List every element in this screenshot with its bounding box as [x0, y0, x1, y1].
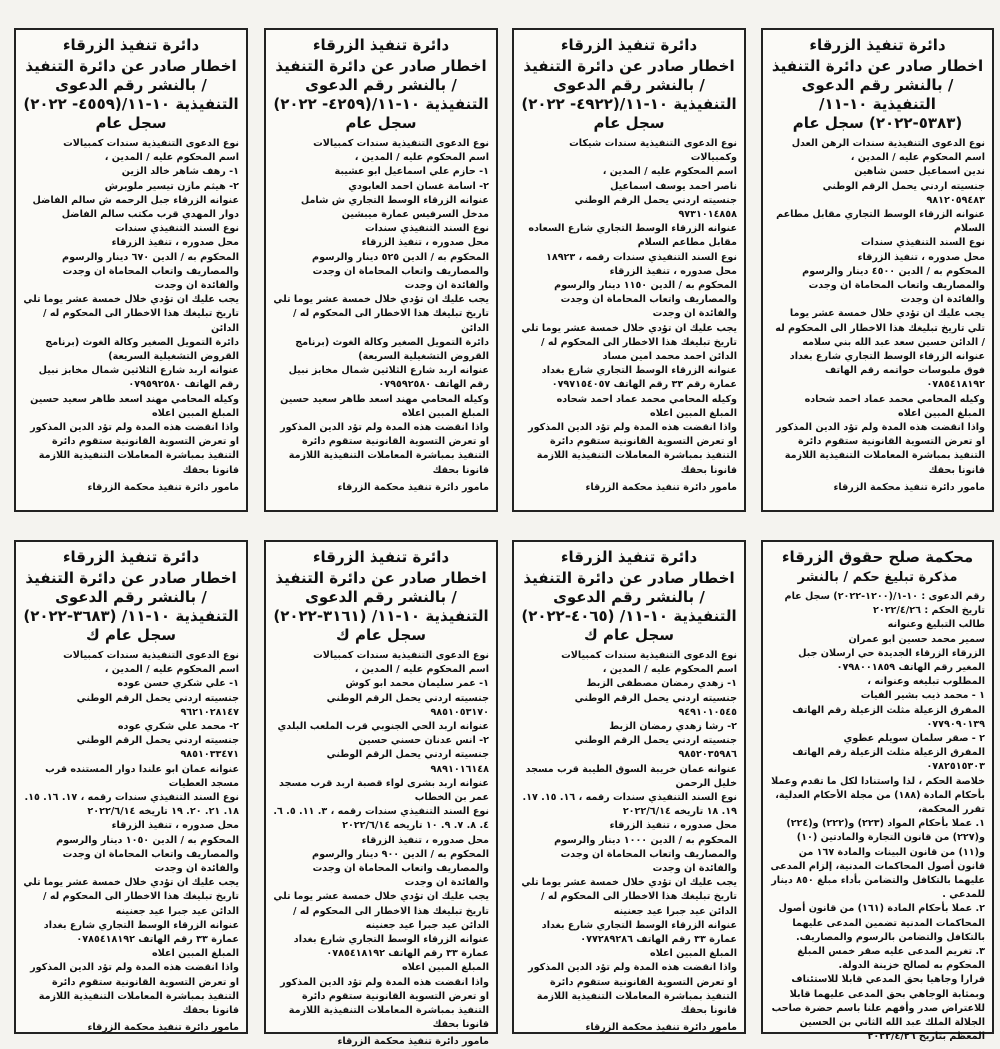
notice-4	[761, 540, 994, 1043]
notice-line: المفرق الزعيلة مثلث الزعيلة رقم الهاتف ٠٧٧٩٠٩٠١٣٩	[792, 704, 985, 730]
notice-line: عنوانه الزرقاء الوسط التجاري شارع بغداد عمارة ٣٣ رقم الهاتف ٠٧٧٢٨٩٢٨٦	[541, 919, 737, 946]
notice-title: دائرة تنفيذ الزرقاء	[560, 36, 698, 54]
notice-line: رقم الدعوى : ١٠-١/(١٢٠٠-٢٠٢٢) سجل عام	[784, 591, 985, 602]
notice-body	[23, 649, 239, 1018]
notice-heading: مذكرة تبليغ حكم / بالنشر	[797, 570, 958, 585]
notice-line: اسم المحكوم عليه / المدين ،	[602, 166, 737, 178]
notice-heading: اخطار صادر عن دائرة التنفيذ / بالنشر رقم الدعوى التنفيذية ١٠-١١/ (٣٦٨٣-٢٠٢٢) سجل عام ك	[23, 569, 239, 644]
notice-line: يجب عليك ان تؤدي خلال خمسة عشر يوما تلي تاريخ تبليغك هذا الاخطار الى المحكوم له / الدائن	[23, 294, 239, 334]
notice-line: نوع الدعوى التنفيذية سندات كمبيالات	[63, 650, 239, 661]
notice-line: المطلوب تبليغه وعنوانه ،	[867, 676, 985, 688]
notice-line: ٢- محمد علي شكري عوده	[117, 721, 239, 733]
notice-title: دائرة تنفيذ الزرقاء	[560, 548, 698, 566]
notice-body	[521, 137, 737, 478]
notice-line: جنسيته اردني يحمل الرقم الوطني ٩٤٩١٠١٠٥٤٥	[574, 692, 737, 718]
notice-line: المبلغ المبين اعلاه	[650, 407, 737, 419]
notice-line: ٢- رشا زهدي رمضان الزبط	[609, 721, 737, 733]
notice-line: واذا انقضت هذه المدة ولم تؤد الدين المذكور او تعرض التسوية القانونية ستقوم دائرة التنفيذ بمباشرة المعاملات التنفيذية اللازمة قانونا بحقك	[30, 422, 239, 476]
notice-line: عنوانه الزرقاء الوسط التجاري شارع بغداد فوق ملبوسات حواتمه رقم الهاتف ٠٧٨٥٤١٨١٩٢	[789, 351, 985, 391]
notice-heading: اخطار صادر عن دائرة التنفيذ / بالنشر رقم الدعوى التنفيذية ١٠-١١/ (٥٣٨٣-٢٠٢٢) سجل عام	[771, 57, 984, 132]
notice-line: عنوانه عمان ابو علندا دوار المستنده قرب مسجد العطيات	[45, 763, 239, 789]
notice-line: المحكوم به / الدين ١٠٥٠ دينار والرسوم والمصاريف واتعاب المحاماة ان وجدت والفائدة ان وجدت	[56, 834, 239, 875]
notice-line: دائرة التمويل الصغير وكالة الغوث (برنامج القروض التشغيلية السريعة)	[45, 336, 239, 363]
notice-line: اسم المحكوم عليه / المدين ،	[354, 664, 489, 676]
notice-line: خلاصة الحكم ، لذا واستنادا لكل ما تقدم وعملا بأحكام المادة (١٨٨) من مجلة الأحكام العدلية، تقرر المحكمة،	[771, 775, 985, 816]
notice-line: عنوانه الزرقاء الوسط التجاري شارع بغداد عمارة ٣٣ رقم الهاتف ٠٧٨٥٤١٨١٩٢	[293, 934, 489, 960]
notice-body	[273, 649, 489, 1032]
notice-title: دائرة تنفيذ الزرقاء	[62, 548, 200, 566]
notice-3	[14, 28, 248, 512]
notice-title: دائرة تنفيذ الزرقاء	[312, 36, 450, 54]
notice-line: ندين اسماعيل حسن شاهين	[854, 166, 985, 178]
notice-line: طالب التبليغ وعنوانه	[887, 619, 985, 631]
notice-title: محكمة صلح حقوق الزرقاء	[781, 548, 974, 566]
notice-line: وكيله المحامي محمد عماد احمد شحاده	[804, 393, 985, 405]
notice-line: محل صدوره ، تنفيذ الزرقاء	[609, 265, 737, 277]
notice-body	[770, 137, 985, 478]
notice-line: المبلغ المبين اعلاه	[152, 407, 239, 419]
notice-line: واذا انقضت هذه المدة ولم تؤد الدين المذكور او تعرض التسوية القانونية ستقوم دائرة التنفيذ بمباشرة المعاملات التنفيذية اللازمة قانونا بحقك	[528, 422, 737, 476]
notice-line: المبلغ المبين اعلاه	[898, 407, 985, 419]
notice-footer: مامور دائرة تنفيذ محكمة الزرقاء	[87, 1022, 239, 1034]
notice-line: ١- علي شكري حسن عوده	[117, 678, 239, 690]
notice-line: يجب عليك ان تؤدي خلال خمسة عشر يوما تلي تاريخ تبليغك هذا الاخطار الى المحكوم له / الدائن احمد محمد امين مساد	[521, 322, 737, 363]
notice-body	[273, 137, 489, 478]
notice-2	[264, 28, 498, 512]
notice-5	[512, 540, 746, 1034]
notice-line: جنسيته اردني يحمل الرقم الوطني ٩٨٥١٠٥٣١٧٠	[326, 692, 489, 718]
notice-line: نوع السند التنفيذي سندات رقمه ، ٣. ١١. ٥. ٦. ٤. ٨. ٧. ٩. ١٠ تاريخه ٢٠٢٢/٦/١٤	[273, 806, 489, 832]
notice-line: ٢ - صقر سلمان سويلم عطوي	[843, 733, 985, 745]
notice-line: جنسيته اردني يحمل الرقم الوطني ٩٨٥١٠٣٣٤٧١	[76, 735, 239, 761]
notice-footer: مامور دائرة تنفيذ محكمة الزرقاء	[87, 481, 239, 493]
notice-footer: مامور دائرة تنفيذ محكمة الزرقاء	[337, 1036, 489, 1048]
notice-line: عنوانه الزرقاء جبل الرحمه ش سالم الفاضل دوار المهدي قرب مكتب سالم الفاضل	[32, 194, 239, 221]
notice-line: محل صدوره ، تنفيذ الزرقاء	[609, 820, 737, 832]
notice-line: ١- حازم علي اسماعيل ابو عشيبة	[334, 166, 489, 178]
notice-line: ٢- اسامة غسان احمد العابودي	[348, 180, 489, 192]
notice-line: وكيله المحامي مهند اسعد طاهر سعيد حسين	[280, 393, 489, 405]
notice-line: محل صدوره ، تنفيذ الزرقاء	[361, 834, 489, 846]
notice-line: عنوانه الزرقاء الوسط التجاري مقابل مطاعم السلام	[776, 209, 985, 235]
notice-line: ١- زهدي رمضان مصطفى الزبط	[586, 678, 737, 690]
notice-footer: مامور دائرة تنفيذ محكمة الزرقاء	[585, 481, 737, 493]
notice-line: جنسيته اردني يحمل الرقم الوطني ٩٧٣١٠١٤٨٥٨	[574, 194, 737, 221]
notice-line: الزرقاء الزرقاء الجديدة حي ارسلان جبل المغير رقم الهاتف ٠٧٩٨٠٠١٨٥٩	[798, 647, 985, 674]
notice-0	[761, 28, 994, 512]
notice-line: ١ - محمد ذيب بشير الفيات	[860, 690, 985, 702]
notice-line: واذا انقضت هذه المدة ولم تؤد الدين المذكور او تعرض التسوية القانونية ستقوم دائرة التنفيذ بمباشرة المعاملات التنفيذية اللازمة قانونا بحقك	[30, 962, 239, 1017]
notice-line: نوع السند التنفيذي سندات	[364, 223, 489, 235]
notice-line: واذا انقضت هذه المدة ولم تؤد الدين المذكور او تعرض التسوية القانونية ستقوم دائرة التنفيذ بمباشرة المعاملات التنفيذية اللازمة قانونا بحقك	[776, 422, 985, 476]
notice-line: المحكوم به / الدين ١٠٠٠ دينار والرسوم والمصاريف واتعاب المحاماة ان وجدت والفائدة ان وجدت	[554, 834, 737, 875]
notice-line: ١. عملا بأحكام المواد (٢٢٣) و(٢٢٢) و(٢٢٤) و(٢٢٧) من قانون التجارة والمادتين (١٠) و(١١) من قانون البينات والمادة ١٦٧ من قانون أصول المحاكمات المدنية، إلزام المدعى عليهما بالتكافل والتضامن بأداء مبلغ ٨٥٠ دينار للمدعي .	[770, 818, 985, 901]
notice-line: نوع الدعوى التنفيذية سندات كمبيالات	[313, 650, 489, 661]
notice-line: محل صدوره ، تنفيذ الزرقاء	[857, 251, 985, 263]
notice-line: ٢- انس عدنان حسني حسين	[358, 735, 489, 747]
notice-title: دائرة تنفيذ الزرقاء	[809, 36, 946, 54]
notice-7	[14, 540, 248, 1034]
notice-line: عنوانه عمان خريبة السوق الطيبة قرب مسجد خليل الرحمن	[525, 763, 737, 789]
notice-body	[770, 590, 985, 1045]
notice-line: قرارا وجاهيا بحق المدعي قابلا للاستئناف وبمثابة الوجاهي بحق المدعى عليهما قابلا للاعتراض صدر وأفهم علنا باسم حضرة صاحب الجلالة الملك عبد الله الثاني بن الحسين المعظم بتاريخ ٢٠٢٢/٤/٢٦	[771, 974, 985, 1043]
notice-line: عنوانه الزرقاء الوسط التجاري شارع السعاده مقابل مطاعم السلام	[528, 223, 737, 249]
notice-title: دائرة تنفيذ الزرقاء	[312, 548, 450, 566]
notice-footer: مامور دائرة تنفيذ محكمة الزرقاء	[337, 481, 489, 493]
notice-line: عنوانه الزرقاء الوسط التجاري شارع بغداد عمارة ٣٣ رقم الهاتف ٠٧٨٥٤١٨١٩٢	[43, 919, 239, 946]
notice-line: نوع الدعوى التنفيذية سندات كمبيالات	[63, 138, 239, 149]
notice-line: عنوانه اربد بشرى لواء قصبة اربد قرب مسجد عمر بن الخطاب	[279, 777, 489, 804]
notice-line: ١- رهف شاهر خالد الزين	[121, 166, 239, 178]
notice-line: المفرق الزعيلة مثلث الزعيلة رقم الهاتف ٠٧٨٢٥١٥٣٠٣	[792, 747, 985, 773]
notice-heading: اخطار صادر عن دائرة التنفيذ / بالنشر رقم الدعوى التنفيذية ١٠-١١/ (٣١٦١-٢٠٢٢) سجل عام ك	[273, 569, 489, 644]
notice-line: واذا انقضت هذه المدة ولم تؤد الدين المذكور او تعرض التسوية القانونية ستقوم دائرة التنفيذ بمباشرة المعاملات التنفيذية اللازمة قانونا بحقك	[280, 976, 489, 1031]
notice-line: نوع السند التنفيذي سندات	[114, 223, 239, 235]
notice-line: نوع الدعوى التنفيذية سندات كمبيالات	[561, 650, 737, 661]
notice-heading: اخطار صادر عن دائرة التنفيذ / بالنشر رقم الدعوى التنفيذية ١٠-١١/ (٤٠٦٥-٢٠٢٢) سجل عام ك	[521, 569, 737, 644]
notice-heading: اخطار صادر عن دائرة التنفيذ / بالنشر رقم الدعوى التنفيذية ١٠-١١/(٤٩٢٢- ٢٠٢٢) سجل عام	[521, 57, 737, 132]
notice-line: واذا انقضت هذه المدة ولم تؤد الدين المذكور او تعرض التسوية القانونية ستقوم دائرة التنفيذ بمباشرة المعاملات التنفيذية اللازمة قانونا بحقك	[528, 962, 737, 1017]
notice-title: دائرة تنفيذ الزرقاء	[62, 36, 200, 54]
notice-line: جنسيته اردني يحمل الرقم الوطني ٩٨٩١٠١٦١٤٨	[326, 749, 489, 775]
notice-line: يجب عليك ان تؤدي خلال خمسة عشر يوما تلي تاريخ تبليغك هذا الاخطار الى المحكوم له / الدائن حسين سعد عبد الله بني سلامه	[775, 308, 985, 348]
notice-1	[512, 28, 746, 512]
notice-line: اسم المحكوم عليه / المدين ،	[104, 152, 239, 164]
notice-footer: مامور دائرة تنفيذ محكمة الزرقاء	[833, 481, 985, 493]
notice-line: جنسيته اردني يحمل الرقم الوطني ٩٦٢١٠٢٨١٤٧	[76, 692, 239, 718]
notice-line: عنوانه اربد الحي الجنوبي قرب الملعب البلدي	[277, 721, 489, 733]
notice-line: اسم المحكوم عليه / المدين ،	[850, 152, 985, 164]
notice-line: عنوانه اربد شارع الثلاثين شمال مخابز نبيل رقم الهاتف ٠٧٩٥٩٢٥٨٠	[38, 365, 239, 391]
notice-line: ٢- هيثم مازن تيسير ملوبرش	[104, 180, 239, 192]
notice-line: عنوانه اربد شارع الثلاثين شمال مخابز نبيل رقم الهاتف ٠٧٩٥٩٢٥٨٠	[288, 365, 489, 391]
notice-line: المبلغ المبين اعلاه	[650, 948, 737, 960]
notice-line: وكيله المحامي محمد عماد احمد شحاده	[556, 393, 737, 405]
notice-line: سمير محمد حسين ابو عمران	[848, 633, 985, 645]
notice-line: نوع الدعوى التنفيذية سندات الرهن العدل	[791, 138, 985, 149]
notice-line: محل صدوره ، تنفيذ الزرقاء	[111, 820, 239, 832]
notice-footer: مامور دائرة تنفيذ محكمة الزرقاء	[585, 1022, 737, 1034]
notice-line: المحكوم به / الدين ٦٧٠ دينار والرسوم والمصاريف واتعاب المحاماة ان وجدت والفائدة ان وجدت	[62, 251, 239, 292]
notice-heading: اخطار صادر عن دائرة التنفيذ / بالنشر رقم الدعوى التنفيذية ١٠-١١/(٤٢٥٩- ٢٠٢٢) سجل عام	[273, 57, 489, 132]
notice-line: نوع السند التنفيذي سندات	[860, 237, 985, 249]
notice-line: جنسيته اردني يحمل الرقم الوطني ٩٨٥٢٠٣٥٩٨٦	[574, 735, 737, 761]
notice-body	[521, 649, 737, 1018]
notice-line: ٣. تغريم المدعى عليه صقر خمس المبلغ المحكوم به لصالح خزينة الدولة.	[797, 946, 985, 972]
notice-line: نوع السند التنفيذي سندات رقمه ، ١٨٩٢٣	[545, 251, 737, 263]
notice-line: المبلغ المبين اعلاه	[402, 962, 489, 974]
notice-line: نوع السند التنفيذي سندات رقمه ، ١٦. ١٥. ١٧. ١٩. ١٨ تاريخه ٢٠٢٢/٦/١٤	[522, 792, 737, 818]
notice-line: جنسيته اردني يحمل الرقم الوطني ٩٨١٢٠٥٩٤٨٣	[822, 180, 985, 206]
notice-line: يجب عليك ان تؤدي خلال خمسة عشر يوما تلي تاريخ تبليغك هذا الاخطار الى المحكوم له / الدائن عيد جبرا عيد جعنينه	[521, 877, 737, 917]
notice-line: المحكوم به / الدين ٤٥٠٠ دينار والرسوم والمصاريف واتعاب المحاماة ان وجدت والفائدة ان وجدت	[802, 265, 985, 306]
notice-line: يجب عليك ان تؤدي خلال خمسة عشر يوما تلي تاريخ تبليغك هذا الاخطار الى المحكوم له / الدائن عيد جبرا عيد جعنينه	[23, 877, 239, 917]
notice-line: ٢. عملا بأحكام المادة (١٦١) من قانون أصول المحاكمات المدنية تضمين المدعى عليهما بالتكافل والتضامن بالرسوم والمصاريف.	[778, 903, 985, 943]
notice-line: يجب عليك ان تؤدي خلال خمسة عشر يوما تلي تاريخ تبليغك هذا الاخطار الى المحكوم له / الدائن	[273, 294, 489, 334]
notice-line: عنوانه الزرقاء الوسط التجاري ش شامل مدخل السرفيس عمارة ميبشين	[300, 194, 489, 221]
notice-line: اسم المحكوم عليه / المدين ،	[104, 664, 239, 676]
notice-line: المحكوم به / الدين ٩٠٠ دينار والرسوم والمصاريف واتعاب المحاماة ان وجدت والفائدة ان وجدت	[312, 848, 489, 889]
notice-line: محل صدوره ، تنفيذ الزرقاء	[111, 237, 239, 249]
notice-line: المبلغ المبين اعلاه	[402, 407, 489, 419]
notice-line: واذا انقضت هذه المدة ولم تؤد الدين المذكور او تعرض التسوية القانونية ستقوم دائرة التنفيذ بمباشرة المعاملات التنفيذية اللازمة قانونا بحقك	[280, 422, 489, 476]
notice-line: المبلغ المبين اعلاه	[152, 948, 239, 960]
notice-line: ناصر احمد يوسف اسماعيل	[610, 180, 737, 192]
notice-line: نوع الدعوى التنفيذية سندات كمبيالات	[313, 138, 489, 149]
notice-line: اسم المحكوم عليه / المدين ،	[354, 152, 489, 164]
notice-line: محل صدوره ، تنفيذ الزرقاء	[361, 237, 489, 249]
notice-line: تاريخ الحكم : ٢٠٢٢/٤/٢٦	[872, 605, 985, 617]
notice-line: عنوانه الزرقاء الوسط التجاري شارع بغداد عمارة رقم ٣٣ رقم الهاتف ٠٧٩٧١٥٤٠٥٧	[541, 365, 737, 391]
notice-line: المحكوم به / الدين ٥٢٥ دينار والرسوم والمصاريف واتعاب المحاماة ان وجدت والفائدة ان وجدت	[312, 251, 489, 292]
notice-line: وكيله المحامي مهند اسعد طاهر سعيد حسين	[30, 393, 239, 405]
notice-6	[264, 540, 498, 1048]
notice-line: نوع السند التنفيذي سندات رقمه ، ١٧. ١٦. ١٥. ١٨. ٢١. ٢٠. ١٩ تاريخه ٢٠٢٢/٦/١٤	[24, 792, 239, 818]
notice-line: يجب عليك ان تؤدي خلال خمسة عشر يوما تلي تاريخ تبليغك هذا الاخطار الى المحكوم له / الدائن عيد جبرا عيد جعنينه	[273, 891, 489, 931]
notice-body	[23, 137, 239, 478]
notice-line: نوع الدعوى التنفيذية سندات شيكات وكمبيالات	[569, 138, 737, 164]
notice-line: المحكوم به / الدين ١١٥٠ دينار والرسوم والمصاريف واتعاب المحاماة ان وجدت والفائدة ان وجدت	[554, 280, 737, 320]
notice-line: اسم المحكوم عليه / المدين ،	[602, 664, 737, 676]
notice-heading: اخطار صادر عن دائرة التنفيذ / بالنشر رقم الدعوى التنفيذية ١٠-١١/(٤٥٥٩- ٢٠٢٢) سجل عام	[23, 57, 239, 132]
notice-line: دائرة التمويل الصغير وكالة الغوث (برنامج القروض التشغيلية السريعة)	[295, 336, 489, 363]
notice-line: ١- عمر سليمان محمد ابو كوش	[345, 678, 489, 690]
